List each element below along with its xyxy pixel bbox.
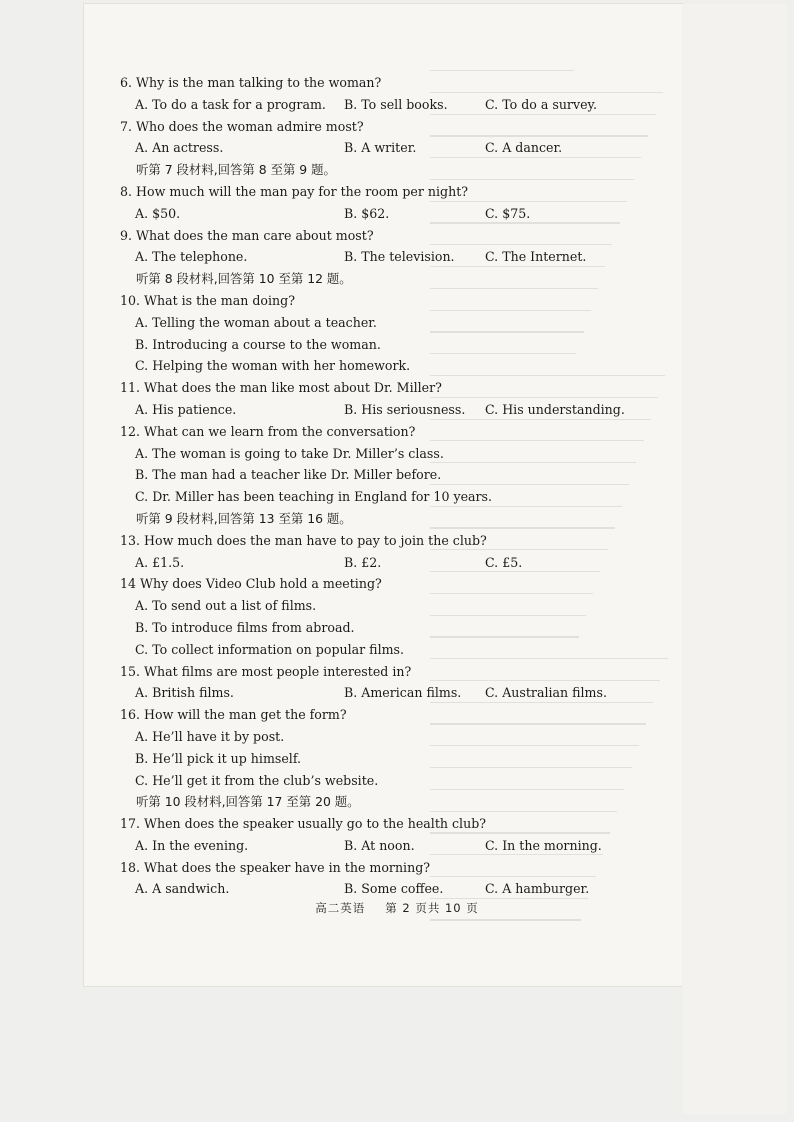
answer-option: C. Australian films. [485, 685, 607, 701]
page-footer [0, 900, 794, 916]
answer-option: C. A hamburger. [485, 881, 590, 897]
answer-option: C. To collect information on popular films. [135, 641, 405, 657]
question-stem: 8. How much will the man pay for the room per night? [120, 183, 469, 199]
answer-option: A. Telling the woman about a teacher. [135, 314, 377, 330]
answer-options-row [120, 835, 680, 857]
answer-options-row [120, 94, 680, 116]
answer-option: B. American films. [344, 685, 462, 701]
answer-option: B. At noon. [344, 837, 415, 853]
answer-option: C. The Internet. [485, 249, 587, 265]
answer-option: A. To send out a list of films. [135, 598, 317, 614]
answer-option: C. In the morning. [485, 837, 602, 853]
footer-subject: 高二英语 [315, 901, 366, 915]
answer-option: A. His patience. [135, 401, 237, 417]
question-stem: 15. What films are most people interested in? [120, 663, 412, 679]
answer-options-row [120, 682, 680, 704]
answer-option: B. The television. [344, 249, 455, 265]
answer-option: A. £1.5. [135, 554, 185, 570]
question-stem: 18. What does the speaker have in the morning? [120, 859, 431, 875]
answer-option: A. He’ll have it by post. [135, 728, 285, 744]
question-stem: 14 Why does Video Club hold a meeting? [120, 576, 382, 592]
question-list [120, 72, 680, 900]
answer-options-row [120, 246, 680, 268]
question-stem: 12. What can we learn from the conversation? [120, 423, 416, 439]
answer-option: C. Helping the woman with her homework. [135, 358, 411, 374]
answer-option: C. He’ll get it from the club’s website. [135, 772, 379, 788]
answer-option: C. His understanding. [485, 401, 625, 417]
answer-option: A. $50. [135, 205, 181, 221]
next-sheet-edge [682, 4, 786, 1114]
answer-options-row [120, 203, 680, 225]
question-stem: 17. When does the speaker usually go to the health club? [120, 816, 487, 832]
answer-option: B. To sell books. [344, 96, 448, 112]
answer-option: A. An actress. [135, 140, 224, 156]
question-stem: 16. How will the man get the form? [120, 707, 347, 723]
footer-page: 第 2 页共 10 页 [385, 901, 479, 915]
answer-options-row [120, 878, 680, 900]
answer-option: A. A sandwich. [135, 881, 230, 897]
question-stem: 13. How much does the man have to pay to join the club? [120, 532, 487, 548]
section-instruction: 听第 7 段材料,回答第 8 至第 9 题。 [136, 162, 336, 178]
answer-option: C. To do a survey. [485, 96, 597, 112]
answer-option: B. £2. [344, 554, 382, 570]
section-instruction: 听第 10 段材料,回答第 17 至第 20 题。 [136, 794, 360, 810]
section-instruction: 听第 8 段材料,回答第 10 至第 12 题。 [136, 271, 352, 287]
answer-option: B. The man had a teacher like Dr. Miller before. [135, 467, 442, 483]
question-stem: 10. What is the man doing? [120, 292, 295, 308]
answer-option: A. In the evening. [135, 837, 249, 853]
answer-option: C. Dr. Miller has been teaching in England for 10 years. [135, 489, 493, 505]
answer-option: B. $62. [344, 205, 390, 221]
answer-option: B. Some coffee. [344, 881, 444, 897]
answer-option: B. A writer. [344, 140, 417, 156]
section-instruction: 听第 9 段材料,回答第 13 至第 16 题。 [136, 510, 352, 526]
answer-option: A. The telephone. [135, 249, 248, 265]
answer-option: B. His seriousness. [344, 401, 466, 417]
question-stem: 11. What does the man like most about Dr. Miller? [120, 380, 442, 396]
answer-options-row [120, 399, 680, 421]
answer-option: B. He’ll pick it up himself. [135, 750, 302, 766]
answer-option: C. £5. [485, 554, 523, 570]
answer-option: C. $75. [485, 205, 531, 221]
question-stem: 9. What does the man care about most? [120, 227, 374, 243]
answer-option: B. To introduce films from abroad. [135, 619, 355, 635]
answer-options-row [120, 137, 680, 159]
answer-option: B. Introducing a course to the woman. [135, 336, 381, 352]
answer-option: C. A dancer. [485, 140, 563, 156]
question-stem: 6. Why is the man talking to the woman? [120, 75, 382, 90]
answer-option: A. The woman is going to take Dr. Miller’s class. [135, 445, 444, 461]
question-stem: 7. Who does the woman admire most? [120, 118, 364, 134]
answer-options-row [120, 552, 680, 574]
answer-option: A. To do a task for a program. [135, 96, 326, 112]
answer-option: A. British films. [135, 685, 234, 701]
